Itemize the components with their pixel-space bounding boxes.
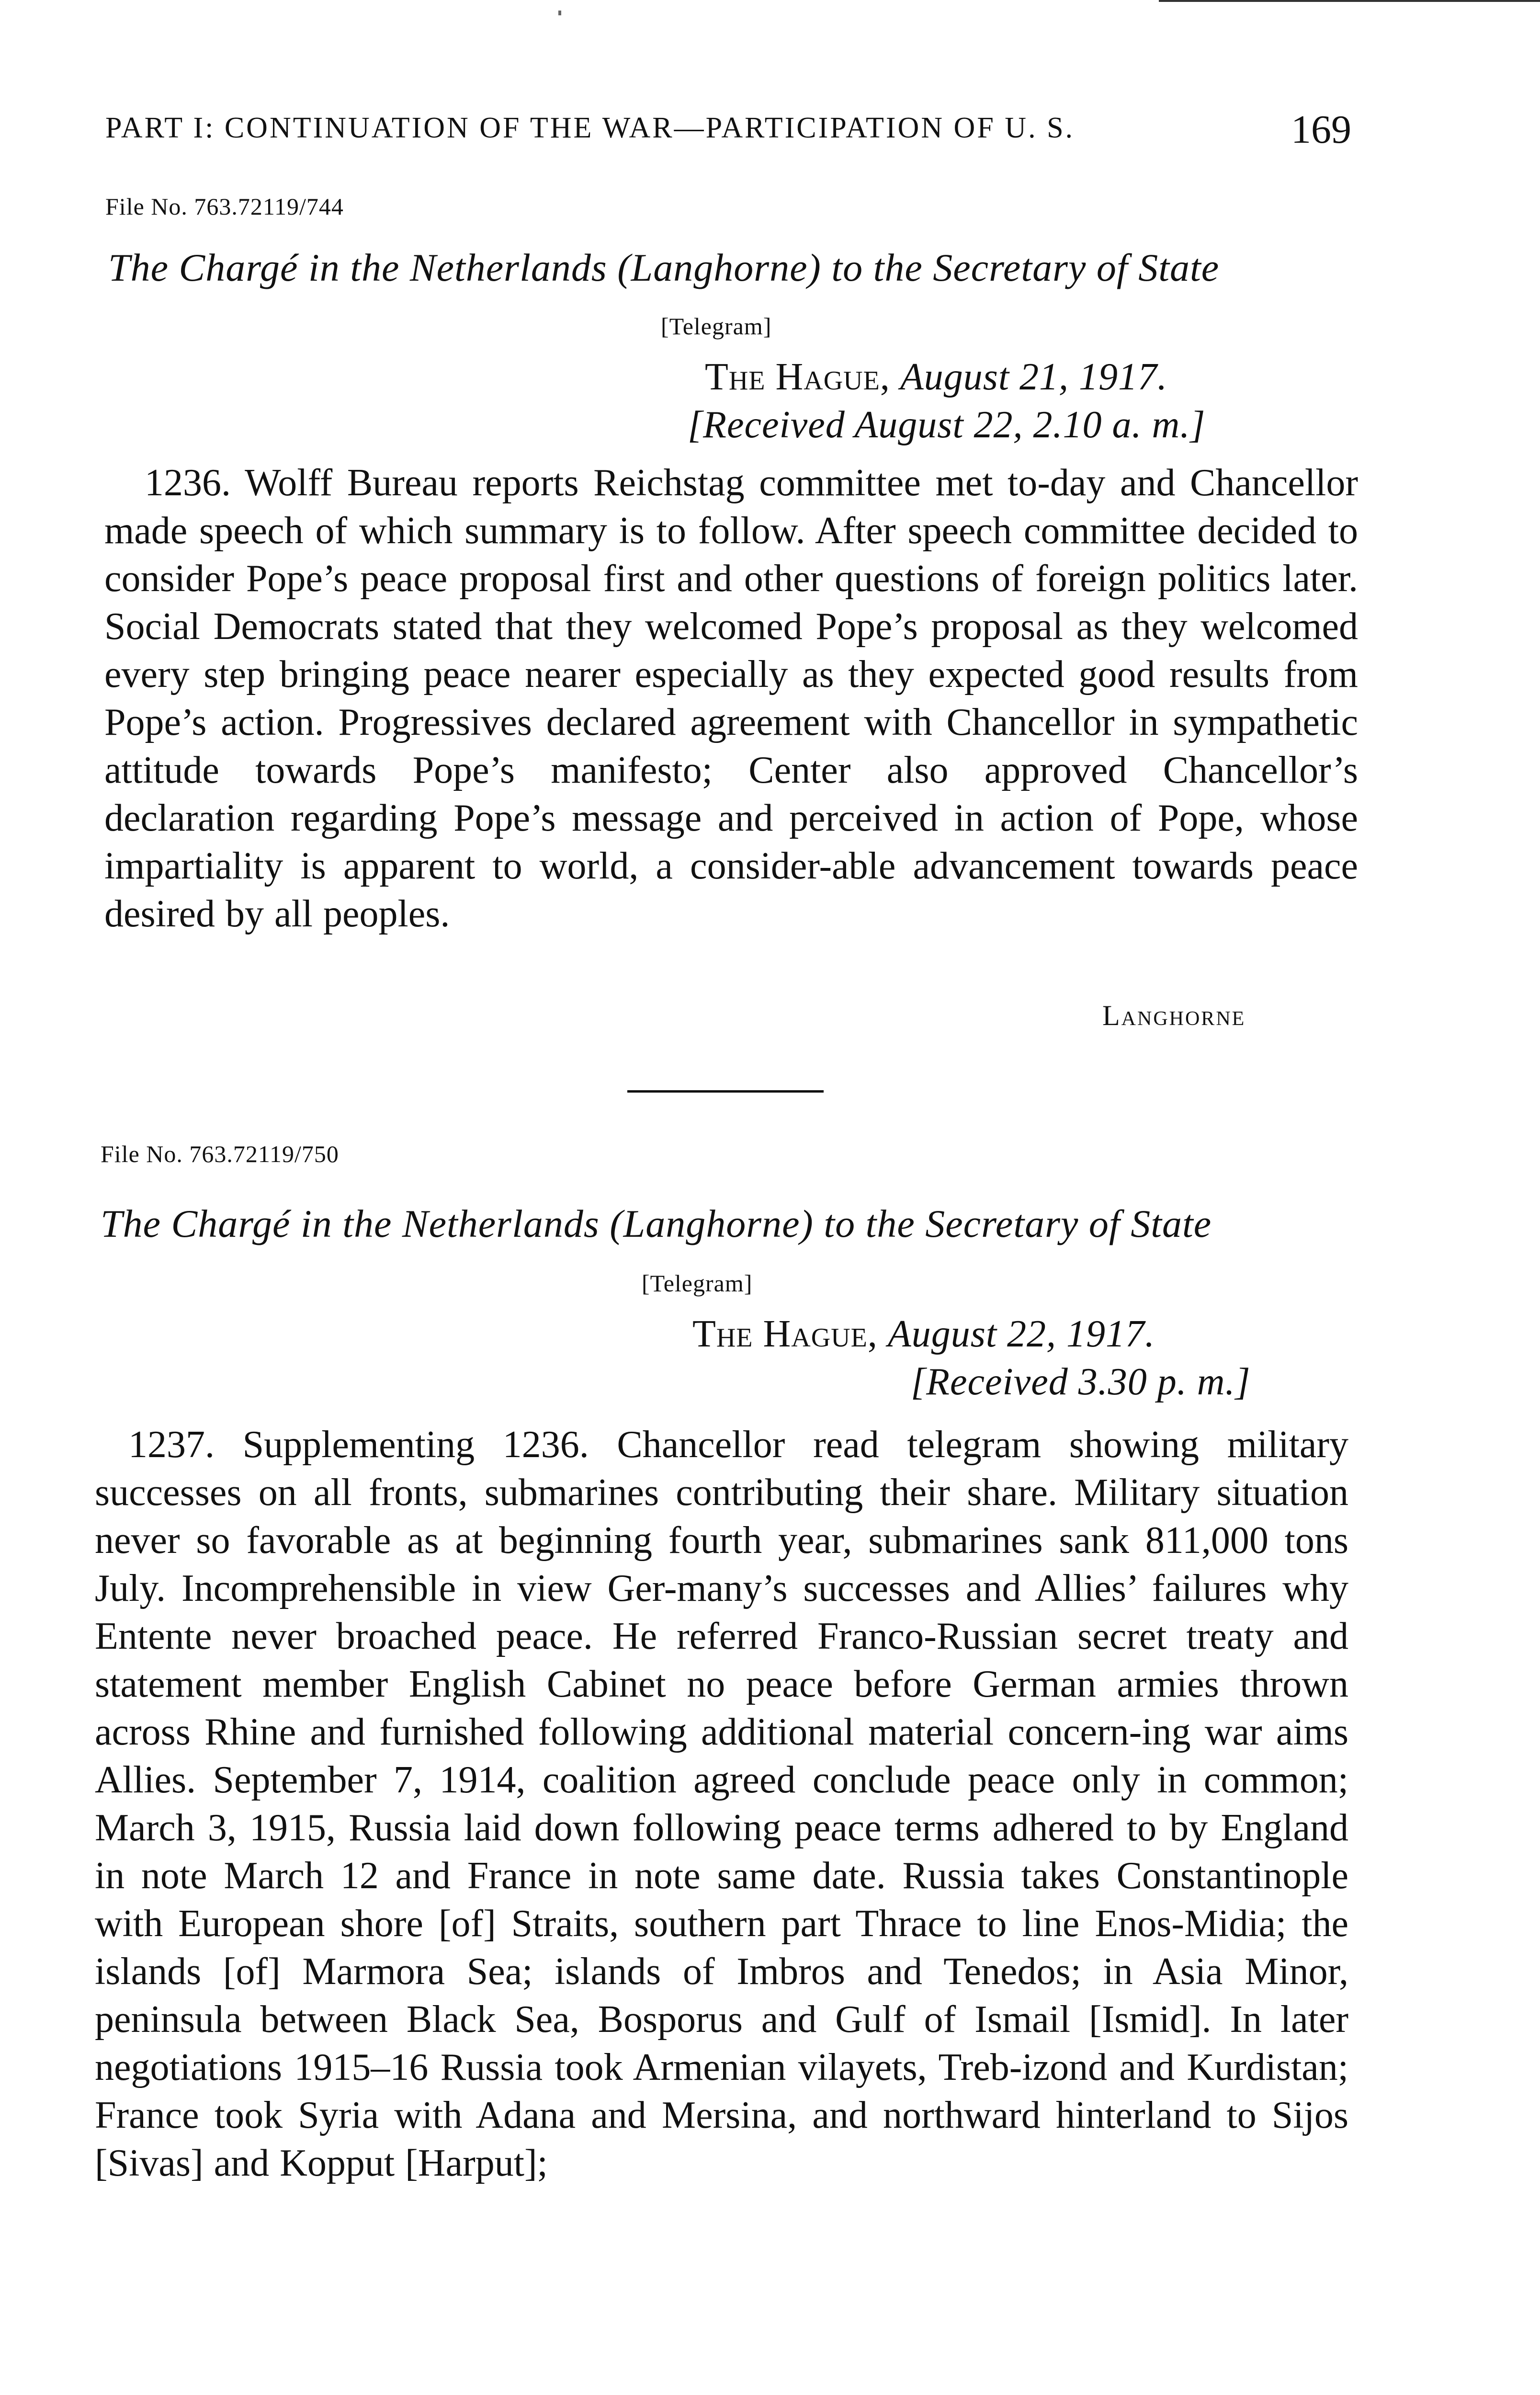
- dateline: [705, 355, 1167, 399]
- scan-speck: [558, 11, 561, 15]
- running-head: PART I: CONTINUATION OF THE WAR—PARTICIPATION OF U. S.: [105, 112, 1075, 144]
- dateline-place: The Hague,: [692, 1313, 878, 1355]
- signature: Langhorne: [1102, 1000, 1246, 1031]
- dateline-date: August 21, 1917.: [900, 356, 1168, 398]
- file-number: File No. 763.72119/744: [105, 193, 344, 220]
- section-divider: [627, 1090, 824, 1093]
- document-type: [Telegram]: [661, 313, 772, 340]
- document-title: The Chargé in the Netherlands (Langhorne) to the Secretary of State: [101, 1202, 1212, 1245]
- dateline-place: The Hague,: [705, 356, 890, 398]
- dateline: [692, 1312, 1155, 1356]
- received-note: [Received 3.30 p. m.]: [911, 1361, 1251, 1403]
- file-number: File No. 763.72119/750: [101, 1140, 339, 1167]
- received-note: [Received August 22, 2.10 a. m.]: [688, 404, 1206, 446]
- top-edge-rule: [1159, 0, 1540, 2]
- page-number: 169: [1291, 107, 1351, 152]
- telegram-body: 1237. Supplementing 1236. Chancellor read telegram showing military successes on all fronts, submarines contributing their share. Military situation never so favorable as at beginning fourth year, submarines sank 811,000 tons July. Incomprehensible in view Ger-many’s successes and Allies’ failures why Entente never broached peace. He referred Franco-Russian secret treaty and statement member English Cabinet no peace before German armies thrown across Rhine and furnished following additional material concern-ing war aims Allies. September 7, 1914, coalition agreed conclude peace only in common; March 3, 1915, Russia laid down following peace terms adhered to by England in note March 12 and France in note same date. Russia takes Constantinople with European shore [of] Straits, southern part Thrace to line Enos-Midia; the islands [of] Marmora Sea; islands of Imbros and Tenedos; in Asia Minor, peninsula between Black Sea, Bosporus and Gulf of Ismail [Ismid]. In later negotiations 1915–16 Russia took Armenian vilayets, Treb-izond and Kurdistan; France took Syria with Adana and Mersina, and northward hinterland to Sijos [Sivas] and Kopput [Harput];: [95, 1424, 1348, 2184]
- document-title: The Chargé in the Netherlands (Langhorne) to the Secretary of State: [108, 246, 1220, 289]
- document-type: [Telegram]: [642, 1270, 753, 1297]
- dateline-date: August 22, 1917.: [887, 1313, 1155, 1355]
- telegram-body: 1236. Wolff Bureau reports Reichstag committee met to-day and Chancellor made speech of which summary is to follow. After speech committee decided to consider Pope’s peace proposal first and other questions of foreign politics later. Social Democrats stated that they welcomed Pope’s proposal as they welcomed every step bringing peace nearer especially as they expected good results from Pope’s action. Progressives declared agreement with Chancellor in sympathetic attitude towards Pope’s manifesto; Center also approved Chancellor’s declaration regarding Pope’s message and perceived in action of Pope, whose impartiality is apparent to world, a consider-able advancement towards peace desired by all peoples.: [104, 462, 1358, 935]
